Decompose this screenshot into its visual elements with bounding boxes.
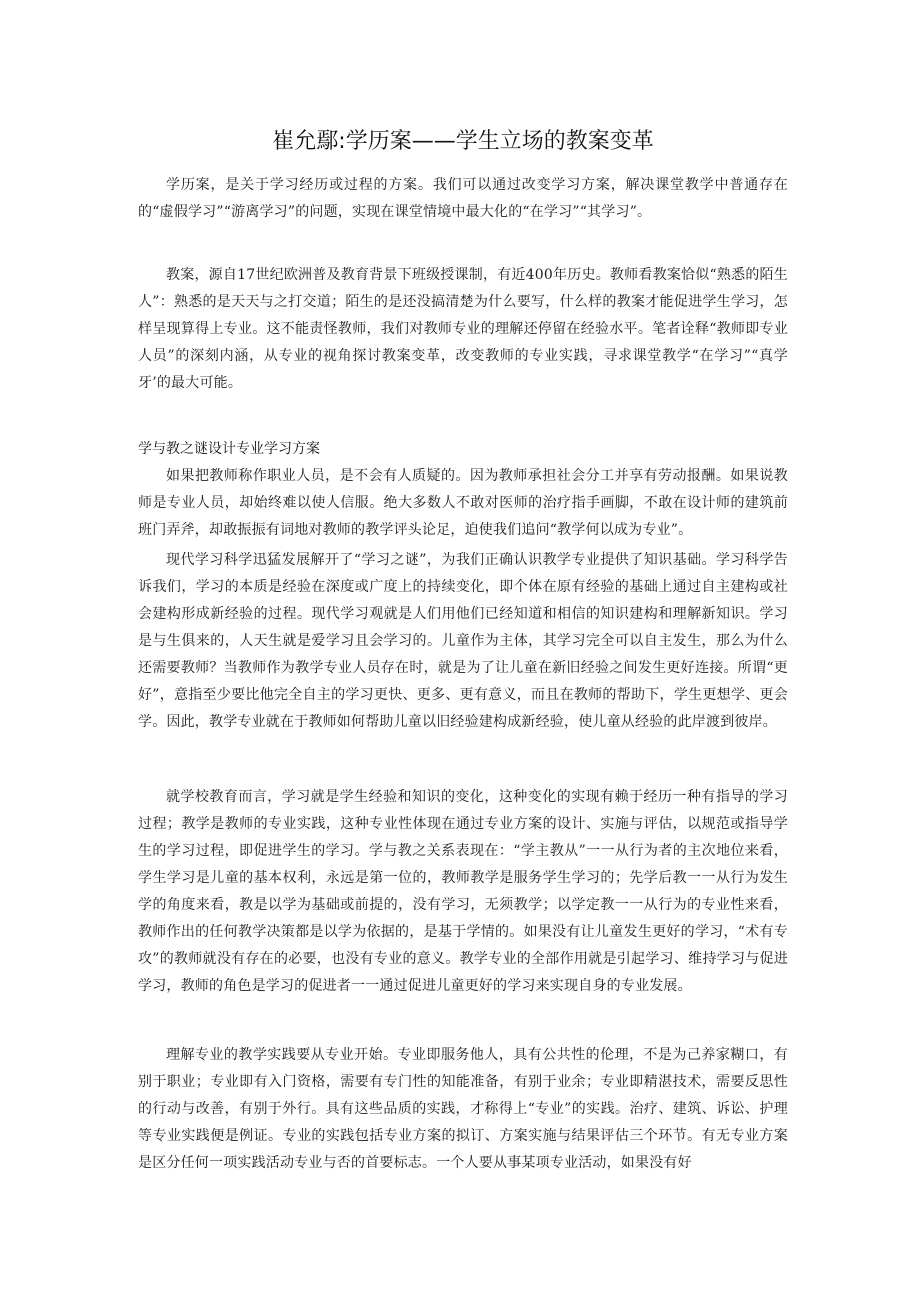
intro-paragraph: 教案，源自17世纪欧洲普及教育背景下班级授课制，有近400年历史。教师看教案恰似“熟悉的陌生人”：熟悉的是天天与之打交道；陌生的是还没搞清楚为什么要写，什么样的教案才能促进学生学习，怎样呈现算得上专业。这不能责怪教师，我们对教师专业的理解还停留在经验水平。笔者诠释“教师即专业人员”的深刻内涵，从专业的视角探讨教案变革，改变教师的专业实践，寻求课堂教学“在学习”“真学牙’的最大可能。: [138, 267, 788, 391]
body-paragraph: 就学校教育而言，学习就是学生经验和知识的变化，这种变化的实现有赖于经历一种有指导的学习过程；教学是教师的专业实践，这种专业性体现在通过专业方案的设计、实施与评估，以规范或指导学生的学习过程，即促进学生的学习。学与教之关系表现在：“学主教从”一一从行为者的主次地位来看，学生学习是儿童的基本权利，永远是第一位的，教师教学是服务学生学习的；先学后教一一从行为发生学的角度来看，教是以学为基础或前提的，没有学习，无须教学；以学定教一一从行为的专业性来看，教师作出的任何教学决策都是以学为依据的，是基于学情的。如果没有让儿童发生更好的学习，“术有专攻”的教师就没有存在的必要，也没有专业的意义。教学专业的全部作用就是引起学习、维持学习与促进学习，教师的角色是学习的促进者一一通过促进儿童更好的学习来实现自身的专业发展。: [138, 789, 788, 994]
section-heading: 学与教之谜设计专业学习方案: [138, 441, 320, 457]
intro-paragraph: 学历案，是关于学习经历或过程的方案。我们可以通过改变学习方案，解决课堂教学中普通存在的“虚假学习”“游离学习”的问题，实现在课堂情境中最大化的“在学习”“其学习”。: [138, 177, 788, 220]
body-paragraph: 理解专业的教学实践要从专业开始。专业即服务他人，具有公共性的伦理，不是为己养家糊口，有别于职业；专业即有入门资格，需要有专门性的知能准备，有别于业余；专业即精湛技术，需要反思性的行动与改善，有别于外行。具有这些品质的实践，才称得上“专业”的实践。治疗、建筑、诉讼、护理等专业实践便是例证。专业的实践包括专业方案的拟订、方案实施与结果评估三个环节。有无专业方案是区分任何一项实践活动专业与否的首要标志。一个人要从事某项专业活动，如果没有好: [138, 1047, 788, 1171]
page-title: 崔允鄢:学历案——学生立场的教案变革: [272, 129, 654, 154]
body-paragraph: 如果把教师称作职业人员，是不会有人质疑的。因为教师承担社会分工并享有劳动报酬。如果说教师是专业人员，却始终难以使人信服。绝大多数人不敢对医师的治疗指手画脚，不敢在设计师的建筑前班门弄斧，却敢振振有词地对教师的教学评头论足，迫使我们追问“教学何以成为专业”。: [138, 468, 788, 538]
body-paragraph: 现代学习科学迅猛发展解开了“学习之谜”，为我们正确认识教学专业提供了知识基础。学习科学告诉我们，学习的本质是经验在深度或广度上的持续变化，即个体在原有经验的基础上通过自主建构或社会建构形成新经验的过程。现代学习观就是人们用他们已经知道和相信的知识建构和理解新知识。学习是与生俱来的，人天生就是爱学习且会学习的。儿童作为主体，其学习完全可以自主发生，那么为什么还需要教师？当教师作为教学专业人员存在时，就是为了让儿童在新旧经验之间发生更好连接。所谓“更好”，意指至少要比他完全自主的学习更快、更多、更有意义，而且在教师的帮助下，学生更想学、更会学。因此，教学专业就在于教师如何帮助儿童以旧经验建构成新经验，使儿童从经验的此岸渡到彼岸。: [138, 552, 788, 730]
